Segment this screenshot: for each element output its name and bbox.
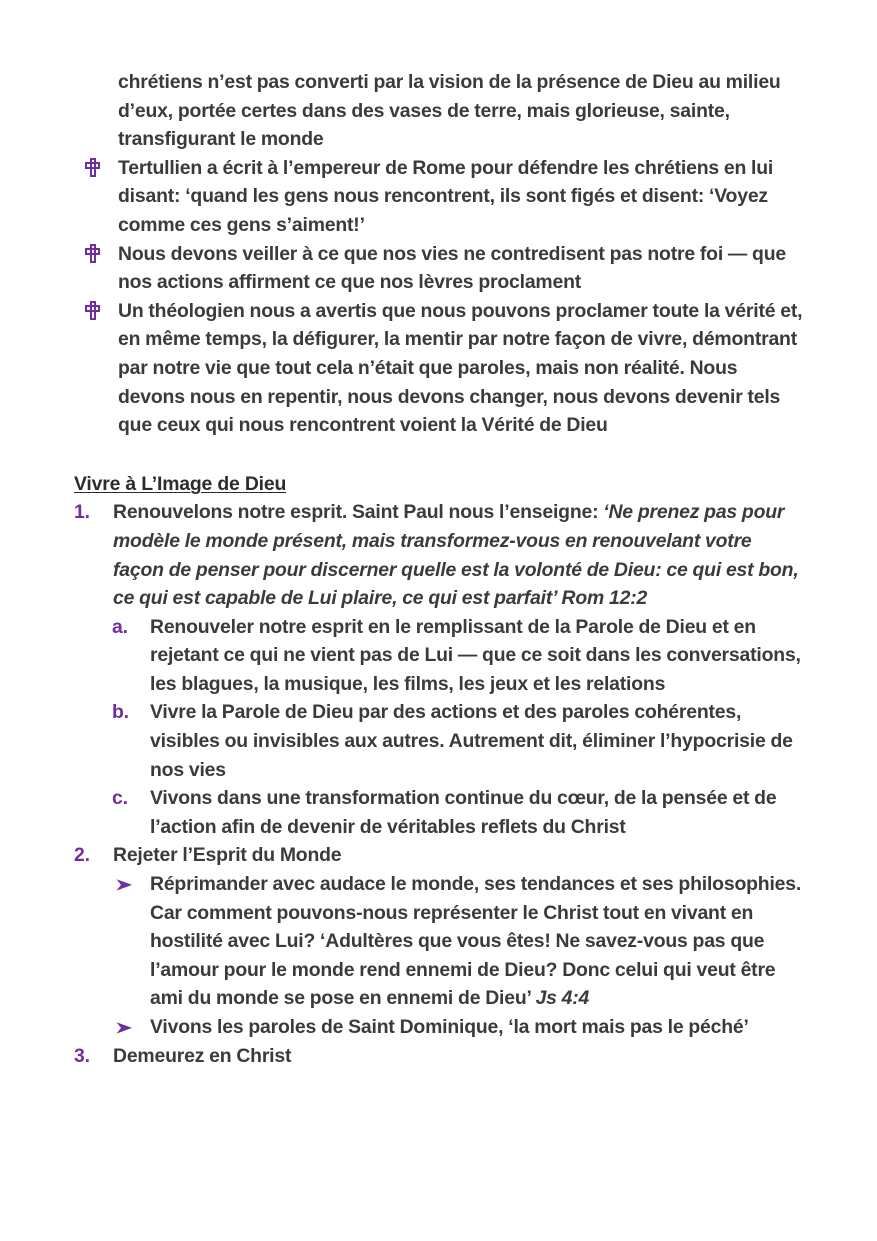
numbered-item <box>74 498 804 612</box>
arrow-subitem <box>74 1013 804 1042</box>
paragraph-text: chrétiens n’est pas converti par la vision de la présence de Dieu au milieu d’eux, portée certes dans des vases de terre, mais glorieuse, sainte, transfigurant le monde <box>118 71 781 151</box>
section-heading-row <box>74 470 804 499</box>
list-letter: b. <box>112 701 129 724</box>
numbered-item-lead: Renouvelons notre esprit. Saint Paul nous l’enseigne: <box>113 501 604 524</box>
document-body <box>74 68 804 1070</box>
lettered-subitem <box>74 698 804 784</box>
list-number: 2. <box>74 844 90 867</box>
numbered-item-lead: Rejeter l’Esprit du Monde <box>113 844 342 867</box>
list-letter: c. <box>112 787 128 810</box>
subitem-text: Vivons les paroles de Saint Dominique, ‘la mort mais pas le péché’ <box>150 1016 749 1038</box>
subitem-text: Réprimander avec audace le monde, ses tendances et ses philosophies. Car comment pouvons-nous représenter le Christ tout en vivant en hostilité avec Lui? ‘Adultères que vous êtes! Ne savez-vous pas que l’amour pour le monde rend ennemi de Dieu? Donc celui qui veut être ami du monde se pose en ennemi de Dieu’ <box>150 873 802 1010</box>
bullet-text: Tertullien a écrit à l’empereur de Rome pour défendre les chrétiens en lui disant: ‘quand les gens nous rencontrent, ils sont figés et disent: ‘Voyez comme ces gens s’aiment!’ <box>118 156 774 236</box>
subitem-text: Vivons dans une transformation continue du cœur, de la pensée et de l’action afin de devenir de véritables reflets du Christ <box>150 787 777 838</box>
numbered-item-lead: Demeurez en Christ <box>113 1044 292 1067</box>
scripture-citation: Js 4:4 <box>535 987 590 1010</box>
cross-icon <box>85 297 111 326</box>
lettered-subitem <box>74 613 804 699</box>
paragraph-continuation <box>74 68 804 154</box>
arrow-icon <box>116 1013 146 1042</box>
arrow-icon <box>116 870 146 899</box>
arrow-subitem <box>74 870 804 1013</box>
bullet-item <box>74 240 804 297</box>
bullet-text: Nous devons veiller à ce que nos vies ne contredisent pas notre foi — que nos actions affirment ce que nos lèvres proclament <box>118 242 786 294</box>
numbered-item <box>74 1042 804 1071</box>
page-title: Vivre à L’Image de Dieu <box>74 472 287 495</box>
cross-icon <box>85 154 111 183</box>
subitem-text: Vivre la Parole de Dieu par des actions et des paroles cohérentes, visibles ou invisibles aux autres. Autrement dit, éliminer l’hypocrisie de nos vies <box>150 701 793 781</box>
list-letter: a. <box>112 615 128 638</box>
section-spacer <box>74 440 804 470</box>
bullet-text: Un théologien nous a avertis que nous pouvons proclamer toute la vérité et, en même temps, la défigurer, la mentir par notre façon de vivre, démontrant par notre vie que tout cela n’était que paroles, mais non réalité. Nous devons nous en repentir, nous devons changer, nous devons devenir tels que ceux qui nous rencontrent voient la Vérité de Dieu <box>118 299 803 437</box>
list-number: 1. <box>74 501 90 524</box>
lettered-subitem <box>74 784 804 841</box>
bullet-item <box>74 154 804 240</box>
list-number: 3. <box>74 1044 90 1067</box>
scripture-quote: ‘Ne prenez pas pour modèle le monde présent, mais transformez-vous en renouvelant votre façon de penser pour discerner quelle est la volonté de Dieu: ce qui est bon, ce qui est capable de Lui plaire, ce qui est parfait’ Rom 12:2 <box>113 501 799 610</box>
bullet-item <box>74 297 804 440</box>
cross-icon <box>85 240 111 269</box>
numbered-item <box>74 841 804 870</box>
subitem-text: Renouveler notre esprit en le remplissant de la Parole de Dieu et en rejetant ce qui ne vient pas de Lui — que ce soit dans les conversations, les blagues, la musique, les films, les jeux et les relations <box>150 615 801 695</box>
